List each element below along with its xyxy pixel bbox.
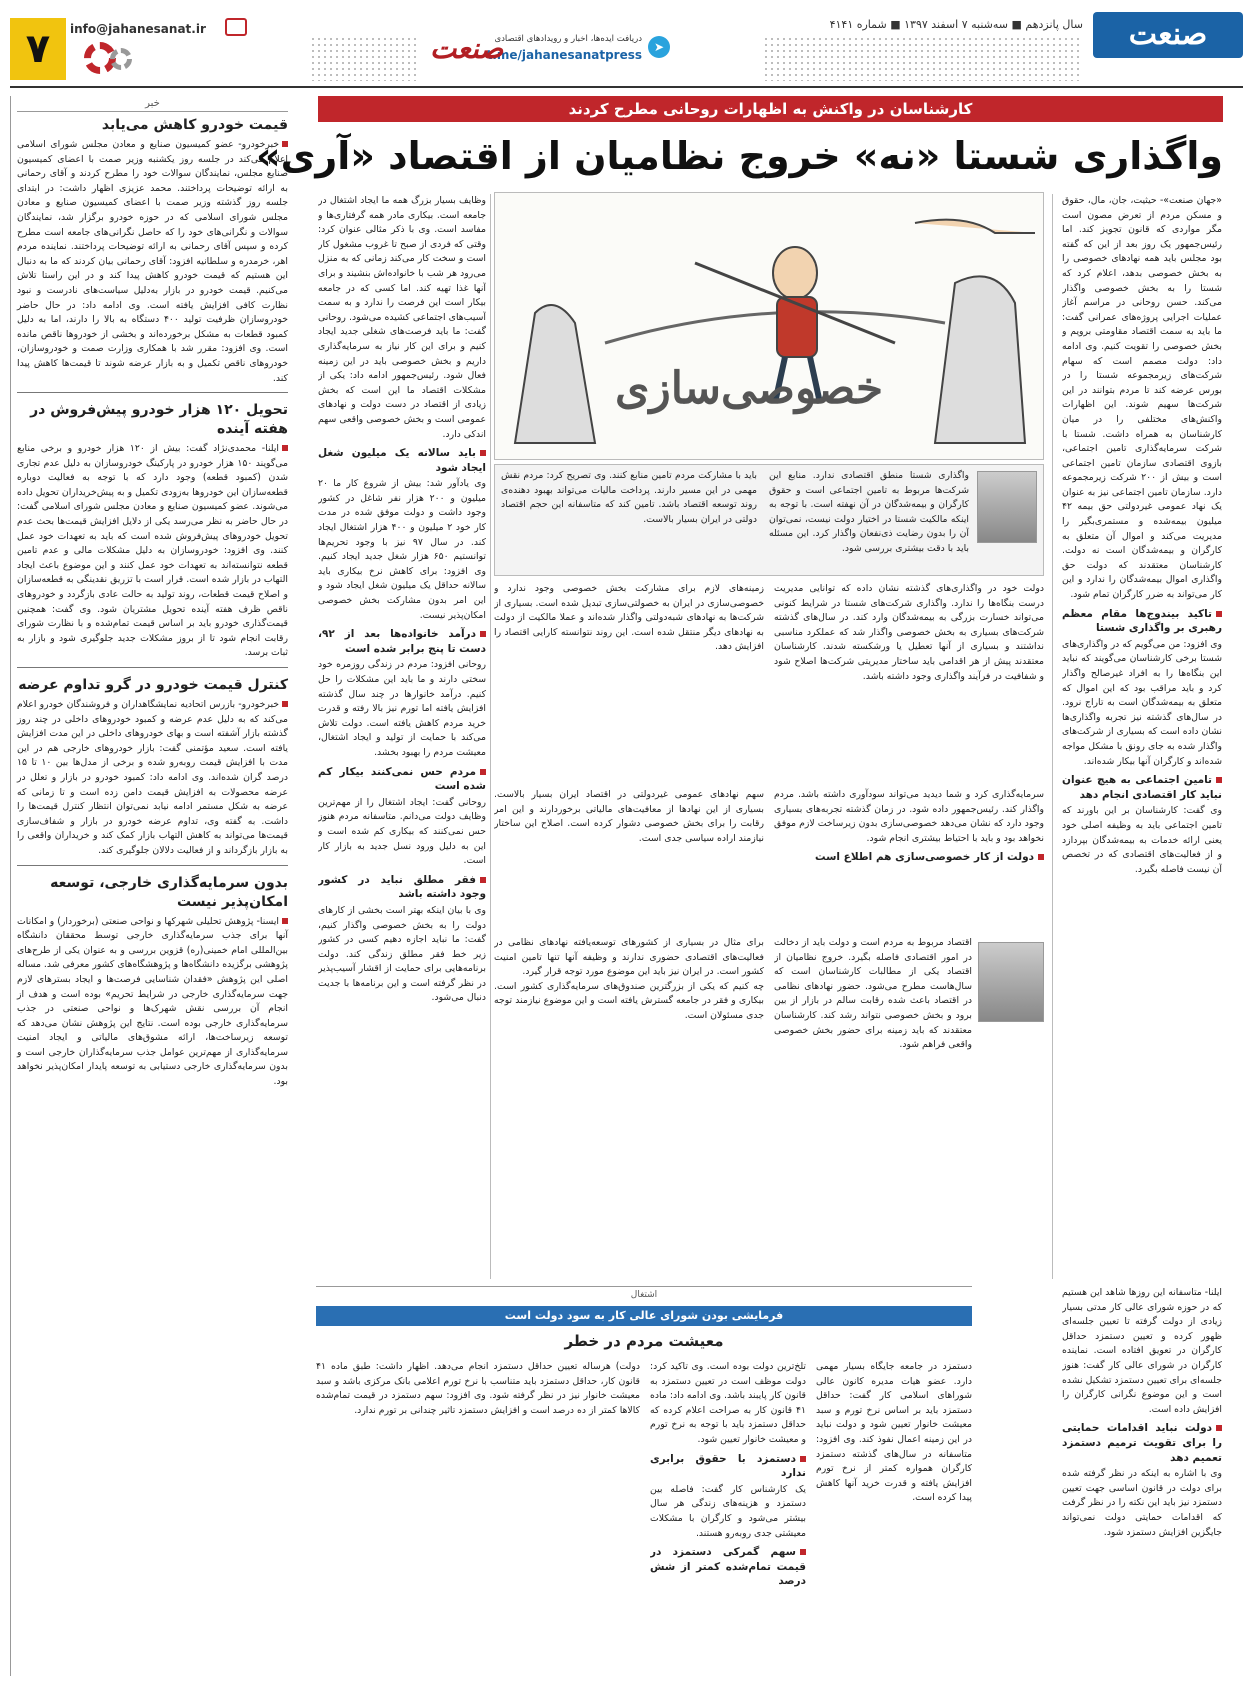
paragraph: واگذاری شستا منطق اقتصادی ندارد. منابع این شرکت‌ها مربوط به تامین اجتماعی است و حقوق کارگران و بیمه‌شدگان در آن نهفته است. با توجه به اینکه مالکیت شستا در اختیار دولت نیست، نمی‌توان آن را بدون رضایت ذی‌نفعان واگذار کرد. این مسئله باید با دقت بیشتری بررسی شود. xyxy=(769,470,969,554)
story-title: بدون سرمایه‌گذاری خارجی، توسعه امکان‌پذیر نیست xyxy=(50,874,288,910)
cartoon-word: خصوصی‌سازی xyxy=(615,363,884,414)
news-column xyxy=(10,96,288,1676)
expert-photo xyxy=(978,942,1044,1022)
telegram-url[interactable]: t.me/jahanesanatpress xyxy=(486,48,642,62)
masthead xyxy=(10,8,1243,88)
subheading: تاکید بیندوج‌ها مقام معظم رهبری بر واگذاری شستا xyxy=(1062,607,1222,635)
story-headline: واگذاری شستا «نه» خروج نظامیان از اقتصاد «آری» xyxy=(256,134,1223,178)
subheading: تامین اجتماعی به هیچ عنوان نباید کار اقتصادی انجام دهد xyxy=(1062,774,1222,801)
news-story xyxy=(17,116,288,393)
paragraph: سهم نهادهای عمومی غیردولتی در اقتصاد ایران بسیار بالاست. بسیاری از این نهادها از معافیت‌های مالیاتی برخوردارند و این امر رقابت را برای بخش خصوصی دشوار کرده است. اصلاح این ساختار نیازمند اراده سیاسی جدی است. xyxy=(494,789,764,844)
text-column xyxy=(494,788,764,928)
subheading: دولت از کار خصوصی‌سازی هم اطلاع است xyxy=(774,850,1044,865)
paragraph: وی با اشاره به اینکه در نظر گرفته شده برای دولت در قانون اساسی جهت تعیین دستمزد نیز باید این نکته را در نظر گرفت که اقدامات حمایتی دولت نمی‌تواند جایگزین افزایش دستمزد شود. xyxy=(1062,1468,1222,1538)
paragraph: «جهان صنعت»- حیثیت، جان، مال، حقوق و مسکن مردم از تعرض مصون است مگر مواردی که قانون تجویز کند. اما رئیس‌جمهور یک روز بعد از این که گفته بود مجلس باید همه نهادهای خصوصی را به بخش خصوصی بدهد، اعلام کرد که شستا را به بخش خصوصی واگذار می‌کند. حسن روحانی در مراسم آغاز عملیات اجرایی پروژه‌های عمرانی گفت: ما باید به سمت اقتصاد مقاومتی برویم و بخش خصوصی را تقویت کنیم. وی ادامه داد: دولت مصمم است که سهام شرکت‌های زیرمجموعه شستا را در بورس عرضه کند تا مردم بتوانند در این شرکت‌ها سهیم شوند. این اظهارات واکنش‌های مختلفی را در میان کارشناسان به همراه داشت. شستا با شرکت سرمایه‌گذاری تامین اجتماعی، بازوی اقتصادی سازمان تامین اجتماعی است و بیش از ۲۰۰ شرکت زیرمجموعه دارد. سازمان تامین اجتماعی نیز به عنوان یک نهاد عمومی غیردولتی حق بیمه ۴۲ میلیون بیمه‌شده و مستمری‌بگیر را مدیریت می‌کند و اموال آن متعلق به کارگران و بیمه‌شدگان است نه دولت. کارشناسان معتقدند که دولت حق واگذاری اموال بیمه‌شدگان را ندارد و این کار می‌تواند به ضرر کارگران تمام شود. xyxy=(1062,195,1222,601)
text-column xyxy=(774,936,972,1276)
paragraph: ایلنا- متاسفانه این روزها شاهد این هستیم که در حوزه شورای عالی کار مدتی بسیار زیادی از دولت گرفته تا تعیین جلسه‌ای ظهور کرده و تعیین دستمزد حداقل کارگران در تعویق افتاده است. نماینده کارگران در شورای عالی کار گفت: هنوز جلسه‌ای برای تعیین دستمزد تشکیل نشده است و این موضوع نگرانی کارگران را افزایش داده است. xyxy=(1062,1287,1222,1415)
text-column xyxy=(494,582,764,782)
main-story-area xyxy=(256,96,1243,1676)
subheading: دولت نباید اقدامات حمایتی را برای تقویت ترمیم دستمزد تعمیم دهد xyxy=(1062,1422,1222,1464)
story-title: کنترل قیمت خودرو در گرو تداوم عرضه xyxy=(18,677,288,693)
text-column-mid-left xyxy=(318,194,486,1279)
subheading: سهم گمرکی دستمزد در قیمت تمام‌شده کمتر از شش درصد xyxy=(650,1546,806,1588)
story-title: تحویل ۱۲۰ هزار خودرو پیش‌فروش در هفته آینده xyxy=(30,402,288,438)
quote-box xyxy=(494,464,1044,576)
column-rule xyxy=(490,194,491,1279)
news-story xyxy=(17,401,288,668)
subheading: باید سالانه یک میلیون شغل ایجاد شود xyxy=(318,447,486,474)
subheading: مردم حس نمی‌کنند بیکار کم شده است xyxy=(318,765,486,793)
subheading: فقر مطلق نباید در کشور وجود داشته باشد xyxy=(318,873,486,901)
cartoon-drawing xyxy=(495,193,1043,459)
text-column xyxy=(774,788,1044,928)
story-body: خبرخودرو- بازرس اتحادیه نمایشگاهداران و فروشندگان خودرو اعلام می‌کند که به دلیل عدم عرضه و کمبود خودروهای داخلی در چند روز گذشته بازار آشفته است و بهای خودروهای داخلی در این مدت افزایش یافته است. سعید مؤتمنی گفت: بازار خودروهای خارجی هم در این مدت با افزایش قیمت روبه‌رو شده و برخی از مدل‌ها بین ۱۰ تا ۱۵ درصد گران شده‌اند. وی ادامه داد: کمبود خودرو در بازار و تعلل در عرضه محصولات به افزایش قیمت دامن زده است و تا زمانی که عرضه به شکل مستمر ادامه نیابد نمی‌توان انتظار کنترل قیمت‌ها را داشت. به گفته وی، تداوم عرضه خودرو در بازار و شفاف‌سازی قیمت‌ها می‌تواند به کاهش التهاب بازار کمک کند و خریداران واقعی را به بازار بازگرداند و از فعالیت دلالان جلوگیری کند. xyxy=(17,698,288,859)
story-body: ایلنا- محمدی‌نژاد گفت: بیش از ۱۲۰ هزار خودرو و برخی منابع می‌گویند ۱۵۰ هزار خودرو در پارکینگ خودروسازان به دلیل عدم تجاری شدن (کمبود قطعه) وجود دارد که با توجه به فعالیت دوباره قطعه‌سازان این خودروها به‌زودی تکمیل و به پیش‌خریداران تحویل داده می‌شوند. عضو کمیسیون صنایع و معادن مجلس شورای اسلامی گفت: در حال حاضر به نظر می‌رسد یکی از دلایل افزایش قیمت‌ها بحث عدم تحویل خودروهای پیش‌فروش شده است که باید به تعهدات خود عمل کنند. وی افزود: خودروسازان به دلیل مشکلات مالی و عدم تامین قطعه نتوانسته‌اند به تعهدات خود عمل کنند و این موضوع باعث ایجاد التهاب در بازار شده است. قرار است با تزریق نقدینگی به قطعه‌سازان و اصلاح قیمت قطعات، روند تولید به حالت عادی بازگردد و خودروهای ناقص ظرف هفته آینده تحویل مشتریان شود. وی گفت: همچنین قیمت‌گذاری خودرو باید بر اساس قیمت تمام‌شده و با نظارت شورای رقابت انجام شود تا از بروز مشکلات جدید جلوگیری شود و بازار به ثبات برسد. xyxy=(17,442,288,661)
paragraph: سرمایه‌گذاری کرد و شما دیدید می‌تواند سودآوری داشته باشد. مردم واگذار کند. رئیس‌جمهور داده شود. در زمان گذشته تجربه‌های بسیاری وجود دارد که نشان می‌دهد خصوصی‌سازی بدون زیرساخت لازم موفق نخواهد بود و باید با احتیاط بیشتری انجام شود. xyxy=(774,789,1044,844)
expert-photo xyxy=(977,471,1037,543)
paragraph: وی افزود: من می‌گویم که در واگذاری‌های شستا برخی کارشناسان می‌گویند که نباید این بنگاه‌ها را به افراد غیرصالح واگذار کرد و باید مراقب بود که این اموال که متعلق به بیمه‌شدگان است به تاراج نرود. در سال‌های گذشته نیز تجربه واگذاری‌ها نشان داده است که بسیاری از شرکت‌های واگذار شده به جای رونق با مشکل مواجه شده‌اند و کارگران آنها بیکار شده‌اند. xyxy=(1062,638,1222,767)
paragraph: وی گفت: کارشناسان بر این باورند که تامین اجتماعی باید به وظیفه اصلی خود یعنی ارائه خدمات به بیمه‌شدگان بپردازد و از فعالیت‌های اقتصادی که در تخصص آن نیست فاصله بگیرد. xyxy=(1062,805,1222,875)
paragraph: روحانی افزود: مردم در زندگی روزمره خود سختی دارند و ما باید این مشکلات را حل کنیم. درآمد خانوارها در چند سال گذشته افزایش یافته اما تورم نیز بالا رفته و قدرت خرید مردم کاهش یافته است. دولت تلاش می‌کند با حمایت از تولید و ایجاد اشتغال، معیشت مردم را بهبود بخشد. xyxy=(318,659,486,758)
story-body: ایسنا- پژوهش تحلیلی شهرکها و نواحی صنعتی (برخوردار) و امکانات آنها برای جذب سرمایه‌گذاری خارجی توسط محققان دانشگاه بین‌المللی امام خمینی(ره) قزوین بررسی و به عنوان یکی از طرح‌های پژوهشی برگزیده دانشگاه‌ها و پژوهشگاه‌های کشور معرفی شد. مساله اصلی این پژوهش «فقدان شناسایی فرصت‌ها و ایجاد بسترهای لازم جهت سرمایه‌گذاری خارجی در شرایط تحریم» بوده است و هدف از انجام آن بررسی نقش شهرک‌ها و نواحی صنعتی در جذب سرمایه‌گذاری خارجی بوده است. نتایج این پژوهش نشان می‌دهد که توسعه زیرساخت‌ها، ارائه مشوق‌های مالیاتی و ایجاد امنیت سرمایه‌گذاری از مهم‌ترین عوامل جذب سرمایه‌گذاران خارجی است و بدون سرمایه‌گذاری خارجی دستیابی به توسعه پایدار امکان‌پذیر نخواهد بود. xyxy=(17,915,288,1090)
section-name: صنعت xyxy=(430,32,504,65)
bottom-column-2 xyxy=(816,1360,972,1671)
section-tag: اشتغال xyxy=(316,1286,972,1302)
text-column xyxy=(494,936,764,1276)
news-story xyxy=(17,874,288,1090)
masthead-pattern-left xyxy=(310,36,420,81)
paragraph: دولت) هرساله تعیین حداقل دستمزد انجام می‌دهد. اظهار داشت: طبق ماده ۴۱ قانون کار، حداقل دستمزد باید متناسب با نرخ تورم اعلامی بانک مرکزی باشد و سبد معیشت خانوار نیز در نظر گرفته شود. وی افزود: سهم دستمزد در قیمت تمام‌شده کالاها کمتر از ده درصد است و افزایش دستمزد تاثیر چندانی بر تورم ندارد. xyxy=(316,1361,640,1416)
bottom-column-1 xyxy=(1062,1286,1222,1671)
paragraph: روحانی گفت: ایجاد اشتغال را از مهم‌ترین وظایف دولت می‌دانم. متاسفانه مردم هنوز حس نمی‌کنند که بیکاری کم شده است و این به دلیل ورود نسل جدید به بازار کار است. xyxy=(318,796,486,867)
telegram-icon: ➤ xyxy=(648,36,670,58)
divider xyxy=(17,392,288,393)
bottom-column-3 xyxy=(650,1360,806,1671)
mail-icon xyxy=(225,18,247,36)
paragraph: وظایف بسیار بزرگ همه ما ایجاد اشتغال در جامعه است. بیکاری مادر همه گرفتاری‌ها و مفاسد است. وی با ذکر مثالی عنوان کرد: وقتی که فردی از صبح تا غروب مشغول کار است و سخت کار می‌کند زمانی که به منزل می‌رود هر شب با خانواده‌اش بنشیند و برای آنها غذا تهیه کند. اما کسی که در جامعه بیکار است این فرصت را ندارد و به سمت آسیب‌های اجتماعی کشیده می‌شود. روحانی گفت: ما باید فرصت‌های شغلی جدید ایجاد کنیم و برای این کار نیاز به سرمایه‌گذاری داریم و بخش خصوصی باید در این زمینه فعال شود. رئیس‌جمهور ادامه داد: یکی از مشکلات اقتصاد ما این است که بخش زیادی از اقتصاد در دست دولت و نهادهای عمومی است و بخش خصوصی واقعی سهم اندکی دارد. xyxy=(318,195,486,440)
paragraph: تلخ‌ترین دولت بوده است. وی تاکید کرد: دولت موظف است در تعیین دستمزد به قانون کار پایبند باشد. وی ادامه داد: ماده ۴۱ قانون کار به صراحت اعلام کرده که حداقل دستمزد باید با توجه به نرخ تورم و معیشت خانوار تعیین شود. xyxy=(650,1361,806,1445)
paragraph: یک کارشناس کار گفت: فاصله بین دستمزد و هزینه‌های زندگی هر سال بیشتر می‌شود و کارگران با مشکلات معیشتی جدی روبه‌رو هستند. xyxy=(650,1483,806,1539)
subheading: درآمد خانواده‌ها بعد از ۹۲، دست تا پنج برابر شده است xyxy=(318,628,486,655)
paragraph: چه کنیم که یکی از بزرگترین صندوق‌های سرمایه‌گذاری کشور است. بیکاری و فقر در جامعه گسترش یافته است و این موضوع نیازمند توجه جدی مسئولان است. xyxy=(494,980,764,1021)
issue-line: سال پانزدهم ■ سه‌شنبه ۷ اسفند ۱۳۹۷ ■ شماره ۴۱۴۱ xyxy=(829,18,1083,31)
paragraph: وی یادآور شد: بیش از شروع کار ما ۲۰ میلیون و ۲۰۰ هزار نفر شاغل در کشور وجود داشت و دولت موفق شده در مدت کار خود ۲ میلیون و ۴۰۰ هزار اشتغال ایجاد کند. در سال ۹۷ نیز با وجود تحریم‌ها توانستیم ۶۵۰ هزار شغل جدید ایجاد کنیم. وی افزود: برای کاهش نرخ بیکاری باید سالانه حداقل یک میلیون شغل ایجاد شود و این امر بدون مشارکت بخش خصوصی امکان‌پذیر نیست. xyxy=(318,478,486,621)
bottom-headline: معیشت مردم در خطر xyxy=(564,1332,724,1350)
column-tag: خبر xyxy=(17,96,288,112)
quote-text xyxy=(769,469,969,571)
masthead-pattern xyxy=(763,36,1083,81)
divider xyxy=(17,865,288,866)
column-rule xyxy=(1052,194,1053,1279)
news-story xyxy=(17,676,288,866)
paragraph: زمینه‌های لازم برای مشارکت بخش خصوصی وجود ندارد و خصوصی‌سازی در ایران به خصولتی‌سازی تبدیل شده است. بسیاری از شرکت‌ها به نهادهای شبه‌دولتی واگذار شده‌اند و عملا مالکیت از دولت به نهادهای دیگر منتقل شده است. این روند نتوانسته کارایی اقتصاد را افزایش دهد. xyxy=(494,583,764,653)
cartoon-illustration xyxy=(494,192,1044,460)
contact-email[interactable]: info@jahanesanat.ir xyxy=(70,22,206,36)
paragraph: دستمزد در جامعه جایگاه بسیار مهمی دارد. عضو هیات مدیره کانون عالی شوراهای اسلامی کار گفت: حداقل دستمزد باید بر اساس نرخ تورم و سبد معیشت خانوار تعیین شود و دولت نباید در این زمینه اعمال نفوذ کند. وی افزود: متاسفانه در سال‌های گذشته دستمزد کارگران همواره کمتر از نرخ تورم افزایش یافته و قدرت خرید آنها کاهش پیدا کرده است. xyxy=(816,1361,972,1504)
story-kicker: کارشناسان در واکنش به اظهارات روحانی مطرح کردند xyxy=(318,96,1223,122)
story-title: قیمت خودرو کاهش می‌یابد xyxy=(101,117,288,133)
divider xyxy=(17,667,288,668)
page-number: ۷ xyxy=(10,18,66,80)
story-body: خبرخودرو- عضو کمیسیون صنایع و معادن مجلس شورای اسلامی اعلام می‌کند در جلسه روز یکشنبه وزیر صمت با اعضای کمیسیون صنایع مجلس، نمایندگان سوالات خود را مطرح کردند و آقای رحمانی به ارائه توضیحات پرداختند. محمد عزیزی اظهار داشت: در ابتدای جلسه روز گذشته وزیر صمت با اعضای کمیسیون صنایع و معادن مجلس شورای اسلامی که در حوزه خودرو برگزار شد، نمایندگان سوالات و نگرانی‌های خود را که حاصل نگرانی‌های جامعه است مطرح کرده و سپس آقای رحمانی به ارائه توضیحات پرداختند. نماینده مردم اهر، خرمدره و سلطانیه افزود: آقای رحمانی بیان کردند که ما به دنبال این هستیم که قیمت خودرو کاهش پیدا کند و در این راستا تلاش می‌کنیم. قیمت خودرو در بازار به‌دلیل سیاست‌های نادرست و نبود نظارت کافی افزایش یافته است. وی ادامه داد: در حال حاضر خودروسازان ظرفیت تولید ۴۰۰ دستگاه به بالا را دارند، اما به دلیل کمبود قطعات به مشکل برخورده‌اند و بخشی از خودروها ناقص مانده است. وی افزود: مقرر شد با همکاری وزارت صمت و خودروسازان، خودروهای ناقص تکمیل و به بازار عرضه شوند تا قیمت‌ها کاهش پیدا کند. xyxy=(17,138,288,386)
paragraph: اقتصاد مربوط به مردم است و دولت باید از دخالت در امور اقتصادی فاصله بگیرد. خروج نظامیان از اقتصاد یکی از مطالبات کارشناسان است که سال‌هاست مطرح می‌شود. حضور نهادهای نظامی در اقتصاد باعث شده رقابت سالم در بازار از بین برود و بخش خصوصی نتواند رشد کند. کارشناسان معتقدند که باید زمینه برای حضور بخش خصوصی واقعی فراهم شود. xyxy=(774,937,972,1051)
subheading: دستمزد با حقوق برابری ندارد xyxy=(650,1452,806,1480)
gear-icon xyxy=(110,48,132,70)
bottom-kicker: فرمایشی بودن شورای عالی کار به سود دولت است xyxy=(316,1306,972,1326)
paragraph: دولت خود در واگذاری‌های گذشته نشان داده که توانایی مدیریت درست بنگاه‌ها را ندارد. واگذاری شرکت‌های شستا در شرایط کنونی می‌تواند خسارت بزرگی به بیمه‌شدگان وارد کند. در سال‌های گذشته شرکت‌های بسیاری به بخش خصوصی واگذار شد که عملکرد مناسبی نداشتند و بسیاری از آنها تعطیل یا ورشکسته شدند. کارشناسان معتقدند پیش از هر اقدامی باید ساختار مدیریتی شرکت‌ها اصلاح شود و شفافیت در فرآیند واگذاری وجود داشته باشد. xyxy=(774,583,1044,682)
paragraph: برای مثال در بسیاری از کشورهای توسعه‌یافته نهادهای نظامی در فعالیت‌های اقتصادی حضوری ندارند و وظیفه آنها تنها تامین امنیت کشور است. در ایران نیز باید این موضوع مورد توجه قرار گیرد. xyxy=(494,937,764,978)
text-column-right xyxy=(1062,194,1222,1279)
paragraph: باید با مشارکت مردم تامین منابع کنند. وی تصریح کرد: مردم نقش مهمی در این مسیر دارند. پرداخت مالیات می‌تواند بهبود دهنده‌ی روند توسعه اقتصاد باشد. تامین کند که متاسفانه این حجم اقتصاد دولتی در ایران بسیار بالاست. xyxy=(501,470,757,525)
text-column xyxy=(774,582,1044,782)
newspaper-logo: صنعت xyxy=(1093,12,1243,58)
quote-text xyxy=(501,469,757,571)
bottom-column-4 xyxy=(316,1360,640,1671)
telegram-text: دریافت ایده‌ها، اخبار و رویدادهای اقتصادی xyxy=(494,34,642,44)
paragraph: وی با بیان اینکه بهتر است بخشی از کارهای دولت را به بخش خصوصی واگذار کنیم، گفت: ما نباید اجازه دهیم کسی در کشور زیر خط فقر مطلق زندگی کند. دولت برنامه‌هایی برای حمایت از اقشار آسیب‌پذیر در نظر گرفته است و این برنامه‌ها با جدیت دنبال می‌شود. xyxy=(318,904,486,1004)
